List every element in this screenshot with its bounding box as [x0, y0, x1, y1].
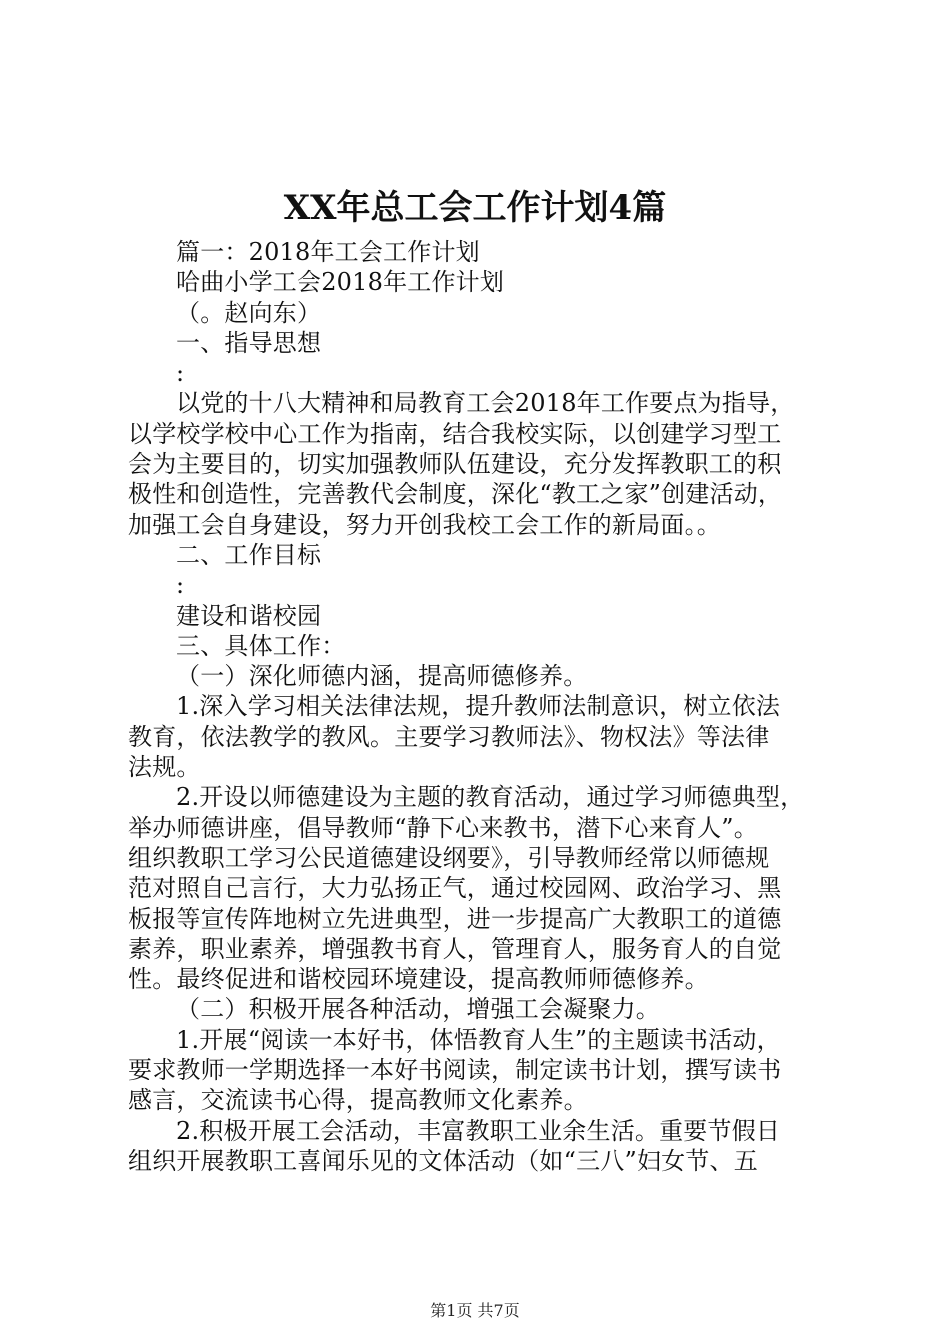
paragraph-line: 1.深入学习相关法律法规，提升教师法制意识，树立依法 [176, 692, 781, 721]
colon-line: : [176, 359, 185, 388]
paragraph-line: 以学校学校中心工作为指南，结合我校实际，以创建学习型工 [128, 419, 782, 448]
subsection-heading: （二）积极开展各种活动，增强工会凝聚力。 [176, 995, 660, 1024]
author-line: （。赵向东） [176, 298, 322, 327]
paragraph-line: 性。最终促进和谐校园环境建设，提高教师师德修养。 [128, 965, 709, 994]
section-heading: 篇一：2018年工会工作计划 [176, 238, 480, 266]
section-heading: 二、工作目标 [176, 540, 322, 569]
section-heading: 一、指导思想 [176, 328, 322, 357]
paragraph-line: 组织教职工学习公民道德建设纲要》，引导教师经常以师德规 [128, 843, 770, 872]
paragraph-line: 2.积极开展工会活动，丰富教职工业余生活。重要节假日 [176, 1116, 781, 1145]
paragraph-line: 以党的十八大精神和局教育工会2018年工作要点为指导， [176, 389, 795, 418]
page-number-footer: 第1页 共7页 [430, 1301, 520, 1320]
colon-line: : [176, 571, 185, 600]
paragraph-line: 组织开展教职工喜闻乐见的文体活动（如“三八”妇女节、五 [128, 1146, 758, 1175]
paragraph-line: 法规。 [128, 753, 201, 782]
paragraph-line: 加强工会自身建设，努力开创我校工会工作的新局面。。 [128, 510, 721, 539]
plan-subtitle: 哈曲小学工会2018年工作计划 [176, 268, 505, 297]
document-body [128, 237, 840, 1176]
paragraph-line: 范对照自己言行，大力弘扬正气，通过校园网、政治学习、黑 [128, 874, 782, 903]
paragraph-line: 极性和创造性，完善教代会制度，深化“教工之家”创建活动， [128, 480, 783, 509]
section-heading: 三、具体工作： [176, 631, 346, 660]
paragraph-line: 会为主要目的，切实加强教师队伍建设，充分发挥教职工的积 [128, 450, 782, 479]
paragraph-line: 感言，交流读书心得，提高教师文化素养。 [128, 1086, 588, 1115]
document-title: XX年总工会工作计划4篇 [283, 188, 667, 228]
paragraph-line: 教育，依法教学的教风。主要学习教师法》、物权法》等法律 [128, 722, 770, 751]
paragraph-line: 要求教师一学期选择一本好书阅读，制定读书计划，撰写读书 [128, 1056, 782, 1085]
paragraph-line: 举办师德讲座，倡导教师“静下心来教书，潜下心来育人”。 [128, 813, 758, 842]
paragraph-line: 素养，职业素养，增强教书育人，管理育人，服务育人的自觉 [128, 934, 782, 963]
paragraph-line: 1.开展“阅读一本好书，体悟教育人生”的主题读书活动， [176, 1025, 781, 1054]
paragraph-line: 建设和谐校园 [176, 601, 322, 630]
subsection-heading: （一）深化师德内涵，提高师德修养。 [176, 662, 588, 691]
paragraph-line: 2.开设以师德建设为主题的教育活动，通过学习师德典型， [176, 783, 805, 812]
paragraph-line: 板报等宣传阵地树立先进典型，进一步提高广大教职工的道德 [128, 904, 782, 933]
